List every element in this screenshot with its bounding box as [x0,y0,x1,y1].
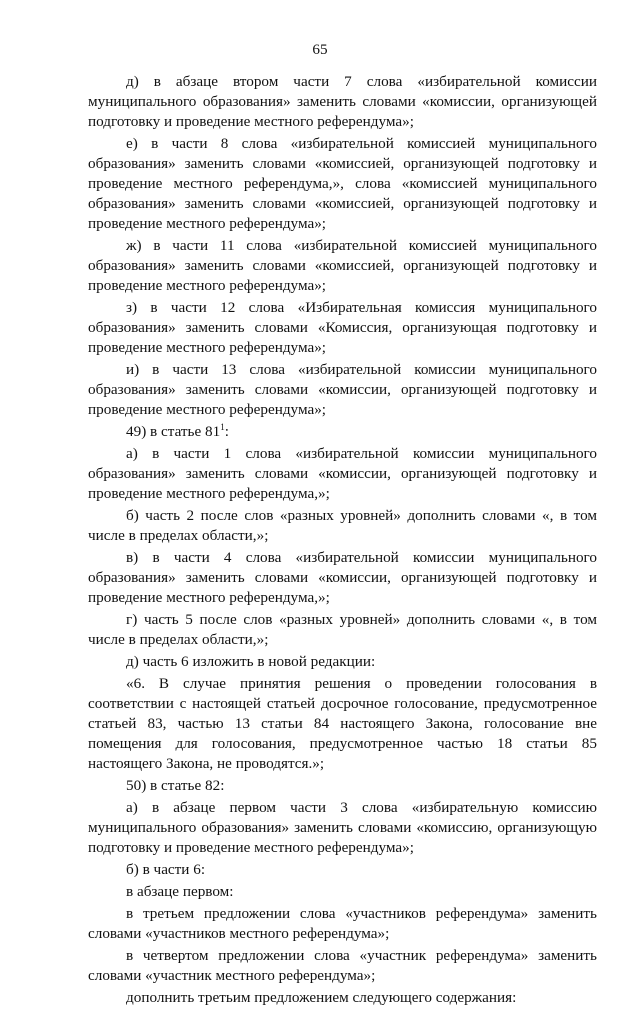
quoted-new-text: «6. В случае принятия решения о проведении голосования в соответствии с настоящей статьей досрочное голосование, предусмотренное статьей 83, частью 13 статьи 84 настоящего Закона, голосование вне помещения для голосования, предусмотренное частью 18 статьи 85 настоящего Закона, не проводятся.»; [88,675,597,772]
article-81-heading-text: 49) в статье 81 [126,423,221,440]
paragraph: в третьем предложении слова «участников референдума» заменить словами «участников местного референдума»; [88,905,597,942]
page-number: 65 [312,41,328,58]
paragraph: и) в части 13 слова «избирательной комиссии муниципального образования» заменить словами «комиссии, организующей подготовку и проведение местного референдума»; [88,361,597,418]
paragraph: в) в части 4 слова «избирательной комиссии муниципального образования» заменить словами «комиссии, организующей подготовку и проведение местного референдума,»; [88,549,597,606]
paragraph: б) в части 6: [126,861,206,878]
document-body [88,72,597,1010]
paragraph: е) в части 8 слова «избирательной комиссией муниципального образования» заменить словами «комиссией, организующей подготовку и проведение местного референдума,», слова «комиссией муниципального образования» заменить словами «комиссией, организующей подготовку и проведение местного референдума»; [88,135,597,232]
paragraph: в четвертом предложении слова «участник референдума» заменить словами «участник местного референдума»; [88,947,597,984]
article-81-heading [88,422,597,442]
paragraph: а) в части 1 слова «избирательной комиссии муниципального образования» заменить словами «комиссии, организующей подготовку и проведение местного референдума,»; [88,445,597,502]
paragraph: д) в абзаце втором части 7 слова «избирательной комиссии муниципального образования» заменить словами «комиссии, организующей подготовку и проведение местного референдума»; [88,73,597,130]
paragraph: дополнить третьим предложением следующего содержания: [126,989,517,1006]
paragraph: д) часть 6 изложить в новой редакции: [126,653,376,670]
paragraph: з) в части 12 слова «Избирательная комиссия муниципального образования» заменить словами «Комиссия, организующая подготовку и проведение местного референдума»; [88,299,597,356]
paragraph: в абзаце первом: [126,883,234,900]
article-81-superscript: 1 [220,422,225,432]
paragraph: 50) в статье 82: [126,777,225,794]
paragraph: г) часть 5 после слов «разных уровней» дополнить словами «, в том числе в пределах области,»; [88,611,597,648]
article-81-heading-tail: : [224,423,229,440]
paragraph: б) часть 2 после слов «разных уровней» дополнить словами «, в том числе в пределах области,»; [88,507,597,544]
paragraph: а) в абзаце первом части 3 слова «избирательную комиссию муниципального образования» заменить словами «комиссию, организующую подготовку и проведение местного референдума»; [88,799,597,856]
paragraph: ж) в части 11 слова «избирательной комиссией муниципального образования» заменить словами «комиссией, организующей подготовку и проведение местного референдума»; [88,237,597,294]
